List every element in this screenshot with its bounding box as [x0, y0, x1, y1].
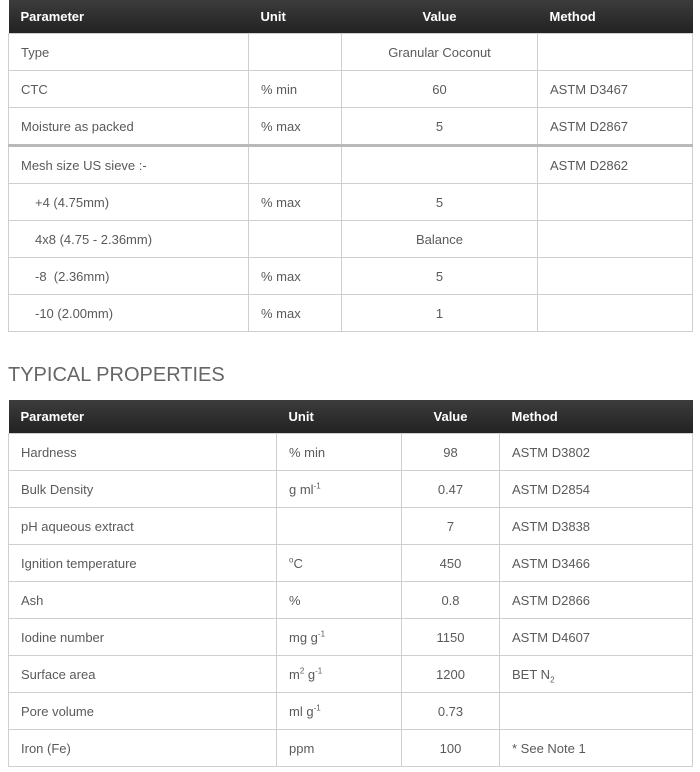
cell-parameter: Ash — [9, 582, 277, 619]
cell-unit: % max — [249, 258, 342, 295]
cell-value: 0.47 — [402, 471, 500, 508]
table-row — [9, 508, 693, 545]
cell-unit: ppm — [277, 730, 402, 767]
cell-method: ASTM D2867 — [538, 108, 693, 146]
cell-value: 450 — [402, 545, 500, 582]
cell-method — [538, 295, 693, 332]
header-method: Method — [500, 400, 693, 434]
cell-method: * See Note 1 — [500, 730, 693, 767]
cell-value: Granular Coconut — [342, 34, 538, 71]
cell-value: Balance — [342, 221, 538, 258]
cell-unit — [249, 221, 342, 258]
table-row — [9, 730, 693, 767]
cell-unit — [249, 34, 342, 71]
cell-unit — [249, 146, 342, 184]
table-row — [9, 693, 693, 730]
cell-parameter: Moisture as packed — [9, 108, 249, 146]
section-heading: TYPICAL PROPERTIES — [8, 364, 225, 386]
cell-unit: % max — [249, 295, 342, 332]
cell-unit: % — [277, 582, 402, 619]
cell-parameter: Ignition temperature — [9, 545, 277, 582]
table-row — [9, 146, 693, 184]
cell-value: 1200 — [402, 656, 500, 693]
cell-method — [538, 34, 693, 71]
cell-method — [500, 693, 693, 730]
cell-method: ASTM D2854 — [500, 471, 693, 508]
header-unit: Unit — [249, 0, 342, 34]
cell-parameter: Iron (Fe) — [9, 730, 277, 767]
cell-value: 0.73 — [402, 693, 500, 730]
table-row — [9, 258, 693, 295]
cell-method: ASTM D2862 — [538, 146, 693, 184]
cell-value: 5 — [342, 258, 538, 295]
specification-table — [8, 0, 693, 332]
cell-value: 1150 — [402, 619, 500, 656]
table-row — [9, 71, 693, 108]
cell-method: ASTM D3802 — [500, 434, 693, 471]
cell-parameter: 4x8 (4.75 - 2.36mm) — [9, 221, 249, 258]
table-row — [9, 184, 693, 221]
cell-parameter: Pore volume — [9, 693, 277, 730]
cell-parameter: Bulk Density — [9, 471, 277, 508]
table-row — [9, 619, 693, 656]
header-parameter: Parameter — [9, 0, 249, 34]
cell-method: ASTM D3467 — [538, 71, 693, 108]
cell-unit: $^o$C — [277, 545, 402, 582]
cell-method: ASTM D3838 — [500, 508, 693, 545]
table-header-row — [9, 400, 693, 434]
cell-parameter: Hardness — [9, 434, 277, 471]
header-value: Value — [342, 0, 538, 34]
cell-value: 100 — [402, 730, 500, 767]
cell-unit: ml $g^{-1}$ — [277, 693, 402, 730]
header-parameter: Parameter — [9, 400, 277, 434]
header-method: Method — [538, 0, 693, 34]
cell-value: 98 — [402, 434, 500, 471]
table-row — [9, 221, 693, 258]
table-header-row — [9, 0, 693, 34]
cell-unit: mg $g^{-1}$ — [277, 619, 402, 656]
cell-method — [538, 184, 693, 221]
cell-parameter: Surface area — [9, 656, 277, 693]
table-row — [9, 295, 693, 332]
cell-value — [342, 146, 538, 184]
cell-method: ASTM D3466 — [500, 545, 693, 582]
cell-unit — [277, 508, 402, 545]
table-row — [9, 108, 693, 146]
table-row — [9, 656, 693, 693]
cell-unit: $m^2$ $g^{-1}$ — [277, 656, 402, 693]
cell-unit: % min — [277, 434, 402, 471]
cell-parameter: +4 (4.75mm) — [9, 184, 249, 221]
cell-unit: g $ml^{-1}$ — [277, 471, 402, 508]
cell-value: 0.8 — [402, 582, 500, 619]
cell-value: 5 — [342, 108, 538, 146]
cell-method — [538, 221, 693, 258]
cell-value: 7 — [402, 508, 500, 545]
table-row — [9, 582, 693, 619]
cell-unit: % min — [249, 71, 342, 108]
cell-parameter: Type — [9, 34, 249, 71]
cell-method — [538, 258, 693, 295]
table-row — [9, 471, 693, 508]
cell-parameter: Mesh size US sieve :- — [9, 146, 249, 184]
cell-parameter: pH aqueous extract — [9, 508, 277, 545]
cell-method: ASTM D2866 — [500, 582, 693, 619]
table-row — [9, 434, 693, 471]
cell-parameter: CTC — [9, 71, 249, 108]
cell-parameter: Iodine number — [9, 619, 277, 656]
cell-parameter: -10 (2.00mm) — [9, 295, 249, 332]
cell-unit: % max — [249, 184, 342, 221]
header-value: Value — [402, 400, 500, 434]
cell-parameter: -8 (2.36mm) — [9, 258, 249, 295]
cell-method: BET $N_2$ — [500, 656, 693, 693]
cell-value: 5 — [342, 184, 538, 221]
typical-properties-table — [8, 400, 693, 767]
header-unit: Unit — [277, 400, 402, 434]
cell-unit: % max — [249, 108, 342, 146]
table-row — [9, 545, 693, 582]
cell-value: 60 — [342, 71, 538, 108]
cell-value: 1 — [342, 295, 538, 332]
table-row — [9, 34, 693, 71]
cell-method: ASTM D4607 — [500, 619, 693, 656]
